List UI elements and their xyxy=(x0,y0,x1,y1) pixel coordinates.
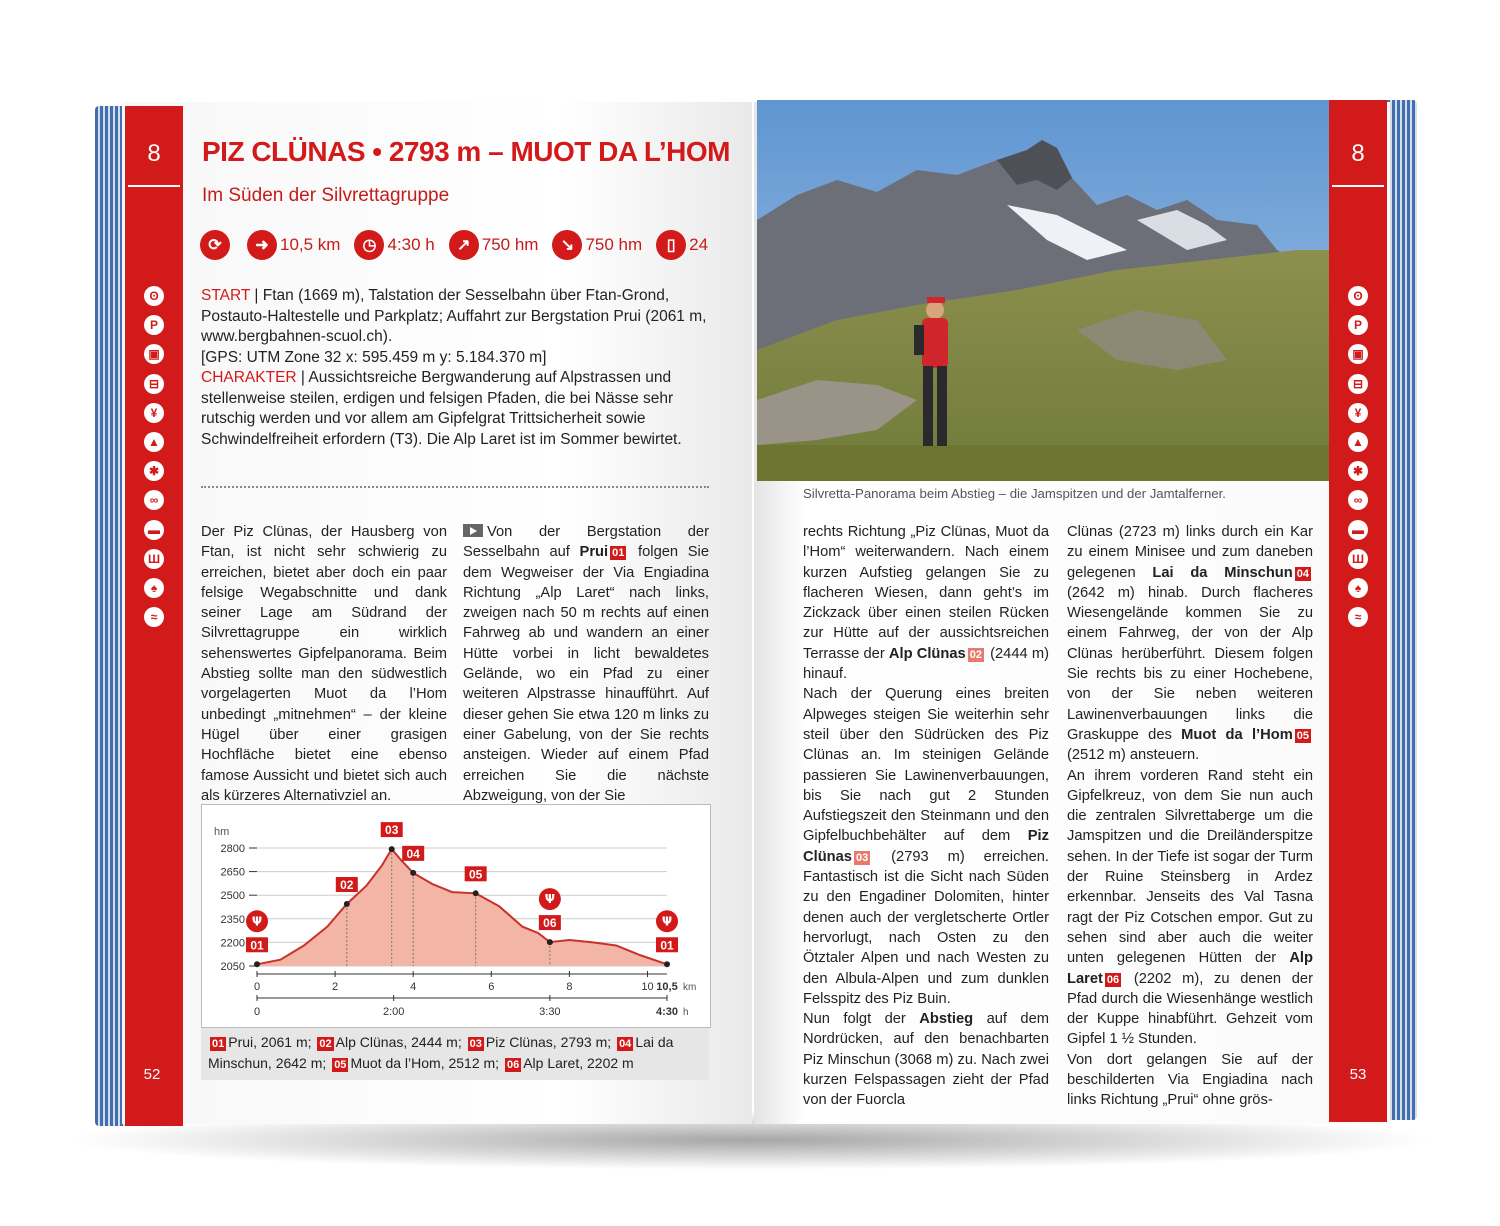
bed-icon: ▬ xyxy=(1348,520,1368,540)
right-column-2 xyxy=(1067,522,1313,1111)
bus-icon: ▣ xyxy=(1348,344,1368,364)
right-column-1 xyxy=(803,522,1049,1111)
tour-stats xyxy=(200,230,722,260)
place-alp-cluenas: Alp Clünas xyxy=(888,645,966,662)
waypoint-label: 06 xyxy=(543,916,557,931)
waypoint-dot xyxy=(389,846,395,852)
waypoint-dot xyxy=(254,961,260,967)
body-text: (2512 m) ansteuern. xyxy=(1067,747,1200,764)
time-tick-label: 0 xyxy=(253,1006,261,1018)
tour-subtitle: Im Süden der Silvrettagruppe xyxy=(202,185,450,206)
stat-descent xyxy=(552,230,642,260)
x-tick-label: 10 xyxy=(641,981,654,993)
intro-text: Der Piz Clünas, der Hausberg von Ftan, ist nicht sehr schwierig zu erreichen, bietet aber doch ein paar felsige Wegabschnitte und dank seiner Lage am Südrand der Silvrettagruppe ein wirklich sehenswertes Gipfelpanorama. Beim Abstieg sollte man den südwestlich vorgelagerten Muot da l’Hom unbedingt „mitnehmen“ – der kleine Hügel über einer grasigen Hochfläche bietet eine ebenso famose Aussicht und bietet sich auch als kürzeres Alternativziel an. xyxy=(201,524,447,804)
time-tick-label: 2:00 xyxy=(382,1006,405,1018)
charakter-text: | Aussichtsreiche Bergwanderung auf Alpstrassen und stellenweise steilen, erdigen und felsigen Pfaden, die bei Nässe sehr rutschig werden und vor allem am Gipfelgrat Trittsicherheit sowie Schwindelfreiheit erfordern (T3). Die Alp Laret ist im Sommer bewirtet. xyxy=(201,369,682,448)
page-edges-left xyxy=(95,106,125,1126)
clock-icon: ◷ xyxy=(354,230,384,260)
side-icons-left xyxy=(124,286,184,636)
waypoint-marker: 04 xyxy=(1296,567,1309,580)
descent-value: 750 hm xyxy=(585,235,643,254)
y-tick-label: 2200 xyxy=(220,937,245,950)
bed-icon: ▬ xyxy=(144,520,164,540)
waypoint-dot xyxy=(473,890,479,896)
stat-loop xyxy=(200,230,233,260)
elevation-profile xyxy=(201,804,711,1028)
legend-code: 02 xyxy=(319,1038,332,1050)
start-label: START xyxy=(201,287,251,304)
bear-icon: ʘ xyxy=(144,286,164,306)
time-tick-label: 3:30 xyxy=(539,1006,561,1018)
intro-column xyxy=(201,522,447,806)
page-number-left: 52 xyxy=(143,1066,161,1083)
museum-icon: Ш xyxy=(144,549,164,569)
time-value: 4:30 h xyxy=(387,235,435,254)
map-page-value: 24 xyxy=(689,235,709,254)
ascent-value: 750 hm xyxy=(481,235,539,254)
descent-icon: ↘ xyxy=(552,230,582,260)
waypoint-marker: 02 xyxy=(969,648,982,661)
time-tick-label: 4:30 xyxy=(655,1006,679,1018)
place-lai-da-minschun: Lai da Minschun xyxy=(1152,564,1293,581)
waypoint-label: 03 xyxy=(385,823,399,838)
body-text: (2444 m) hinauf. xyxy=(803,645,1049,683)
bus-icon: ▣ xyxy=(144,344,164,364)
mountain-photo xyxy=(757,100,1329,481)
y-tick-label: 2500 xyxy=(220,890,245,903)
tree-icon: ♠ xyxy=(144,578,164,598)
ascent-icon: ↗ xyxy=(449,230,479,260)
x-tick-label: 2 xyxy=(332,981,339,993)
body-text: An ihrem vorderen Rand steht ein Gipfelkreuz, von dem Sie nun auch die zentralen Silvrettaberge um die Jamspitzen und die Dreiländerspitze sehen. In der Tiefe ist sogar der Turm der Ruine Steinsberg in Ardez erkennbar. Jenseits des Val Tasna ragt der Piz Cotschen empor. Gut zu sehen sind aber auch die weiter unten gelegenen Hütten der xyxy=(1067,767,1313,967)
play-icon xyxy=(463,524,483,537)
stat-time xyxy=(354,230,434,260)
route-prui: Prui xyxy=(579,544,609,561)
photo-caption: Silvretta-Panorama beim Abstieg – die Jamspitzen und der Jamtalferner. xyxy=(803,486,1226,501)
abstieg-label: Abstieg xyxy=(919,1011,974,1028)
route-column xyxy=(463,522,709,806)
waypoint-marker: 05 xyxy=(1296,729,1310,742)
elevation-area xyxy=(257,846,667,966)
stat-map-page xyxy=(656,230,708,260)
legend-text: Piz Clünas, 2793 m; xyxy=(485,1034,612,1050)
tab-divider-left xyxy=(128,185,180,187)
waypoint-marker: 01 xyxy=(612,547,625,560)
waypoint-marker: 03 xyxy=(855,851,869,864)
y-axis-label: hm xyxy=(214,826,230,838)
swimming-icon: ≈ xyxy=(1348,607,1368,627)
time-unit-label: h xyxy=(683,1007,689,1018)
x-tick-label: 6 xyxy=(488,981,495,993)
museum-icon: Ш xyxy=(1348,549,1368,569)
elevation-chart xyxy=(202,805,710,1027)
legend-text: Lai da Minschun, 2642 m; xyxy=(208,1034,674,1071)
body-text: Clünas (2723 m) links durch ein Kar zu einem Minisee und zum daneben gelegenen xyxy=(1067,524,1313,581)
swimming-icon: ≈ xyxy=(144,607,164,627)
signpost-icon: ➜ xyxy=(247,230,277,260)
distance-value: 10,5 km xyxy=(280,235,341,254)
tree-icon: ♠ xyxy=(1348,578,1368,598)
legend-code: 01 xyxy=(212,1038,225,1050)
waypoint-label: 02 xyxy=(340,878,354,893)
y-tick-label: 2350 xyxy=(220,913,245,926)
waypoint-marker: 06 xyxy=(1106,973,1120,986)
bicycle-icon: ∞ xyxy=(1348,490,1368,510)
bicycle-icon: ∞ xyxy=(144,490,164,510)
loop-icon: ⟳ xyxy=(200,230,230,260)
waypoint-label: 05 xyxy=(468,867,483,882)
start-text: | Ftan (1669 m), Talstation der Sesselbahn über Ftan-Grond, Postauto-Haltestelle und Parkplatz; Auffahrt zur Bergstation Prui (2061 m, www.bergbahnen-scuol.ch). xyxy=(201,287,707,345)
y-tick-label: 2050 xyxy=(220,961,245,973)
info-block xyxy=(201,286,721,450)
y-tick-label: 2800 xyxy=(220,843,245,855)
restaurant-icon: ¥ xyxy=(144,403,164,423)
gps-text: [GPS: UTM Zone 32 x: 595.459 m y: 5.184.370 m] xyxy=(201,348,547,366)
cable-car-icon: ⊟ xyxy=(1348,374,1368,394)
waypoint-dot xyxy=(547,939,553,945)
waypoint-dot xyxy=(410,870,416,876)
x-unit-label: km xyxy=(683,982,697,993)
parking-icon: P xyxy=(144,315,164,335)
stat-ascent xyxy=(449,230,539,260)
waypoint-label: 01 xyxy=(250,938,264,953)
waypoint-label: 04 xyxy=(406,846,420,861)
snowflake-icon: ✱ xyxy=(1348,461,1368,481)
body-text: Nun folgt der xyxy=(803,1011,920,1028)
restaurant-icon-glyph: Ψ xyxy=(251,914,263,929)
restaurant-icon-glyph: Ψ xyxy=(544,892,555,907)
body-text: (2642 m) hinab. Durch flacheres Wiesengelände kommen Sie zu einem Fahrweg, der von der Alp Clünas herüberführt. Diesem folgen Sie rechts bis zu einer Hochebene, von der Sie neben weiteren Lawinenverbauungen links die Graskuppe des xyxy=(1067,584,1313,743)
page-number-right: 53 xyxy=(1349,1066,1367,1083)
route-text-a: Von der Bergstation der Sesselbahn auf xyxy=(463,524,709,561)
waypoint-dot xyxy=(344,901,350,907)
waypoint-dot xyxy=(664,961,670,967)
tour-number-left: 8 xyxy=(147,140,161,167)
photo-illustration xyxy=(757,100,1329,481)
tour-number-right: 8 xyxy=(1351,140,1365,167)
body-text: Von dort gelangen Sie auf der beschilderten Via Engiadina nach links Richtung „Prui“ ohne grös- xyxy=(1067,1051,1313,1109)
body-text: (2793 m) erreichen. Fantastisch ist die Sicht nach Süden zu den Engadiner Dolomiten, hinter denen auch der vergletscherte Ortler hervorlugt, nach Osten zu den Ötztaler Alpen und nach Westen zu den Albula-Alpen und zum dunklen Felsspitz des Piz Buin. xyxy=(803,848,1049,1007)
restaurant-icon-glyph: Ψ xyxy=(661,914,673,929)
tab-divider-right xyxy=(1332,185,1384,187)
legend-code: 06 xyxy=(506,1059,520,1071)
waypoint-legend xyxy=(201,1028,709,1080)
x-end-label: 10,5 xyxy=(656,981,678,993)
legend-code: 04 xyxy=(619,1038,632,1050)
route-text-c: folgen Sie dem Wegweiser der Via Engiadina Richtung „Alp Laret“ nach links, zweigen nach 50 m rechts auf einen Fahrweg ab und wandern an einer Hütte vorbei in licht bewaldetes Gelände, wo ein Pfad zu einer weiteren Alpstrasse hinaufführt. Auf dieser gehen Sie etwa 120 m links zu einer Gabelung, von der Sie rechts ansteigen. Wieder auf einem Pfad erreichen Sie die nächste Abzweigung, von der Sie xyxy=(463,544,709,804)
side-icons-right xyxy=(1328,286,1388,636)
legend-text: Alp Clünas, 2444 m; xyxy=(335,1034,462,1050)
x-tick-label: 8 xyxy=(566,981,573,993)
snowflake-icon: ✱ xyxy=(144,461,164,481)
legend-text: Muot da l’Hom, 2512 m; xyxy=(350,1055,500,1071)
legend-code: 03 xyxy=(469,1038,482,1050)
place-piz-cluenas: Piz Clünas xyxy=(803,828,1049,865)
place-alp-laret: Alp Laret xyxy=(1067,950,1313,987)
legend-text: Prui, 2061 m; xyxy=(228,1034,312,1050)
mountain-hut-icon: ▲ xyxy=(1348,432,1368,452)
x-tick-label: 4 xyxy=(410,981,417,993)
legend-text: Alp Laret, 2202 m xyxy=(523,1055,634,1071)
body-text: (2202 m), zu denen der Pfad durch die Wiesenhänge westlich der Kuppe hinabführt. Gehzeit vom Gipfel 1 ½ Stunden. xyxy=(1067,970,1313,1048)
charakter-label: CHARAKTER xyxy=(201,369,297,386)
body-text: auf dem Nordrücken, auf den benachbarten Piz Minschun (3068 m) zu. Nach zwei kurzen Felspassagen zieht der Pfad von der Fuorcla xyxy=(803,1011,1049,1109)
phone-icon: ▯ xyxy=(656,230,686,260)
stat-distance xyxy=(247,230,340,260)
y-tick-label: 2650 xyxy=(220,866,245,879)
cable-car-icon: ⊟ xyxy=(144,374,164,394)
bear-icon: ʘ xyxy=(1348,286,1368,306)
legend-code: 05 xyxy=(334,1059,347,1071)
mountain-hut-icon: ▲ xyxy=(144,432,164,452)
x-tick-label: 0 xyxy=(253,981,261,993)
body-text: rechts Richtung „Piz Clünas, Muot da l’Hom“ weiterwandern. Nach einem kurzen Aufstieg gelangen Sie zu flacheren Wiesen, dann geht’s im Zickzack über einen steilen Rücken zur Hütte auf der aussichtsreichen Terrasse der xyxy=(803,524,1049,662)
place-muot-da-lhom: Muot da l’Hom xyxy=(1181,726,1293,743)
tour-title: PIZ CLÜNAS • 2793 m – MUOT DA L’HOM xyxy=(202,136,731,167)
parking-icon: P xyxy=(1348,315,1368,335)
body-text: Nach der Querung eines breiten Alpweges steigen Sie weiterhin sehr steil über den Südrücken des Piz Clünas an. Im steinigen Gelände passieren Sie Lawinenverbauungen, bis Sie nach gut 2 Stunden Aufstiegszeit den Steinmann und den Gipfelbuchbehälter auf dem xyxy=(803,686,1049,845)
waypoint-label: 01 xyxy=(660,938,674,953)
dotted-separator xyxy=(201,486,709,488)
restaurant-icon: ¥ xyxy=(1348,403,1368,423)
